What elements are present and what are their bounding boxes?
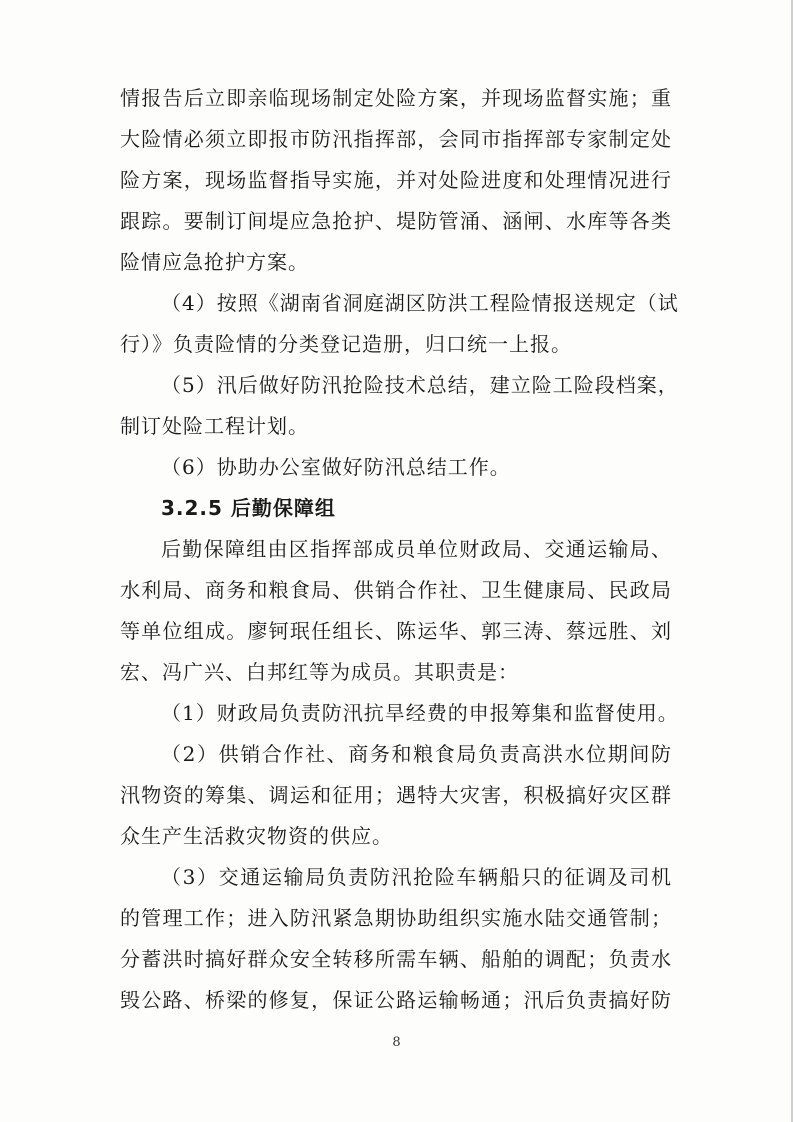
text-line: 情报告后立即亲临现场制定处险方案，并现场监督实施；重 bbox=[120, 86, 672, 110]
text-line: 险方案，现场监督指导实施，并对处险进度和处理情况进行 bbox=[120, 168, 672, 192]
text-line: （3）交通运输局负责防汛抢险车辆船只的征调及司机 bbox=[161, 865, 672, 889]
text-line: 毁公路、桥梁的修复，保证公路运输畅通；汛后负责搞好防 bbox=[120, 988, 672, 1012]
text-line: （2）供销合作社、商务和粮食局负责高洪水位期间防 bbox=[161, 742, 672, 766]
text-line: 众生产生活救灾物资的供应。 bbox=[120, 824, 393, 848]
text-line: 宏、冯广兴、白邦红等为成员。其职责是： bbox=[120, 660, 519, 684]
section-heading: 3.2.5 后勤保障组 bbox=[161, 496, 336, 520]
text-line: 险情应急抢护方案。 bbox=[120, 250, 309, 274]
text-line: 跟踪。要制订间堤应急抢护、堤防管涌、涵闸、水库等各类 bbox=[120, 209, 672, 233]
text-line: （4）按照《湖南省洞庭湖区防洪工程险情报送规定（试 bbox=[161, 291, 679, 315]
text-line: 等单位组成。廖钶珉任组长、陈运华、郭三涛、蔡远胜、刘 bbox=[120, 619, 672, 643]
text-line: 行）》负责险情的分类登记造册，归口统一上报。 bbox=[120, 332, 572, 356]
text-line: （1）财政局负责防汛抗旱经费的申报筹集和监督使用。 bbox=[161, 701, 679, 725]
text-line: 后勤保障组由区指挥部成员单位财政局、交通运输局、 bbox=[161, 537, 672, 561]
page-number: 8 bbox=[392, 1035, 401, 1050]
text-line: 制订处险工程计划。 bbox=[120, 414, 309, 438]
text-line: （5）汛后做好防汛抢险技术总结，建立险工险段档案， bbox=[161, 373, 679, 397]
text-line: 大险情必须立即报市防汛指挥部，会同市指挥部专家制定处 bbox=[120, 127, 672, 151]
text-line: 汛物资的筹集、调运和征用；遇特大灾害，积极搞好灾区群 bbox=[120, 783, 672, 807]
text-line: （6）协助办公室做好防汛总结工作。 bbox=[161, 455, 511, 479]
body-text bbox=[120, 78, 679, 1021]
text-line: 的管理工作；进入防汛紧急期协助组织实施水陆交通管制； bbox=[120, 906, 672, 930]
text-line: 分蓄洪时搞好群众安全转移所需车辆、船舶的调配；负责水 bbox=[120, 947, 672, 971]
text-line: 水利局、商务和粮食局、供销合作社、卫生健康局、民政局 bbox=[120, 578, 672, 602]
